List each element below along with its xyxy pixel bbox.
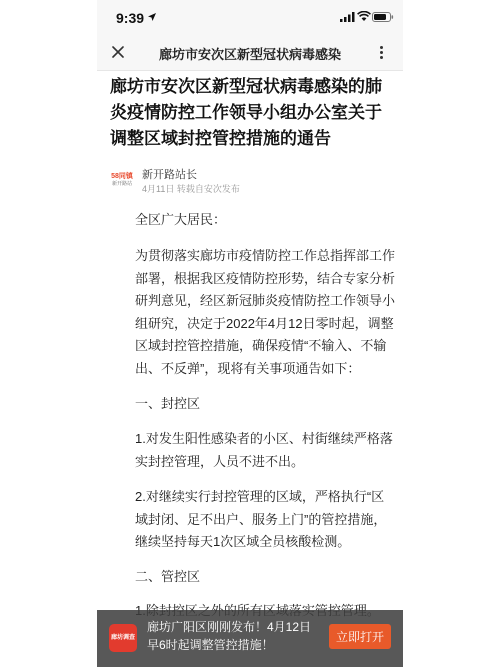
more-dot-icon [380, 46, 383, 49]
intro-text: 为贯彻落实廊坊市疫情防控工作总指挥部工作部署，根据我区疫情防控形势，结合专家分析研判意见，经区新冠肺炎疫情防控工作领导小组研究，决定于2022年4月12日零时起，调整区域封控管控措施，确保疫情“不输入、不输出、不反弹”，现将有关事项通告如下： [135, 248, 396, 376]
author-row [110, 166, 395, 196]
status-time: 9:39 [116, 10, 145, 26]
location-arrow-icon [147, 12, 157, 22]
banner-text[interactable]: 廊坊广阳区刚刚发布！4月12日早6时起调整管控措施！ [147, 620, 312, 652]
close-icon [112, 46, 124, 58]
nav-bar [97, 34, 403, 71]
app-promo-banner[interactable] [97, 610, 403, 667]
app-icon: 廊坊调查 [109, 624, 137, 652]
section-heading-1: 一、封控区 [135, 396, 201, 411]
greeting-paragraph: 全区广大居民： [135, 212, 227, 227]
open-app-button[interactable]: 立即打开 [329, 624, 391, 649]
phone-screen [97, 0, 403, 667]
publish-meta: 4月11日 转载自安次发布 [142, 184, 240, 194]
article-title: 廊坊市安次区新型冠状病毒感染的肺炎疫情防控工作领导小组办公室关于调整区域封控管控措施的通告 [110, 77, 382, 148]
intro-paragraph [135, 245, 395, 380]
close-button[interactable] [109, 43, 127, 61]
wifi-icon [357, 11, 371, 22]
battery-icon [372, 12, 394, 22]
list-item: 1.对发生阳性感染者的小区、村街继续严格落实封控管理，人员不进不出。 [135, 431, 393, 469]
author-logo-text: 58同镇 [111, 172, 133, 180]
section-heading-2: 二、管控区 [135, 569, 201, 584]
signal-icon [340, 12, 355, 22]
author-avatar[interactable] [110, 168, 134, 192]
more-options-button[interactable] [373, 43, 391, 61]
more-dot-icon [380, 51, 383, 54]
more-dot-icon [380, 56, 383, 59]
status-bar [97, 0, 403, 34]
list-item: 2.对继续实行封控管理的区域，严格执行“区域封闭、足不出户、服务上门”的管控措施，继续坚持每天1次区域全员核酸检测。 [135, 489, 387, 549]
nav-title: 廊坊市安次区新型冠状病毒感染 [159, 47, 342, 62]
author-name[interactable]: 新开路站长 [142, 169, 197, 181]
author-logo-subtext: 新开路站 [111, 180, 132, 187]
